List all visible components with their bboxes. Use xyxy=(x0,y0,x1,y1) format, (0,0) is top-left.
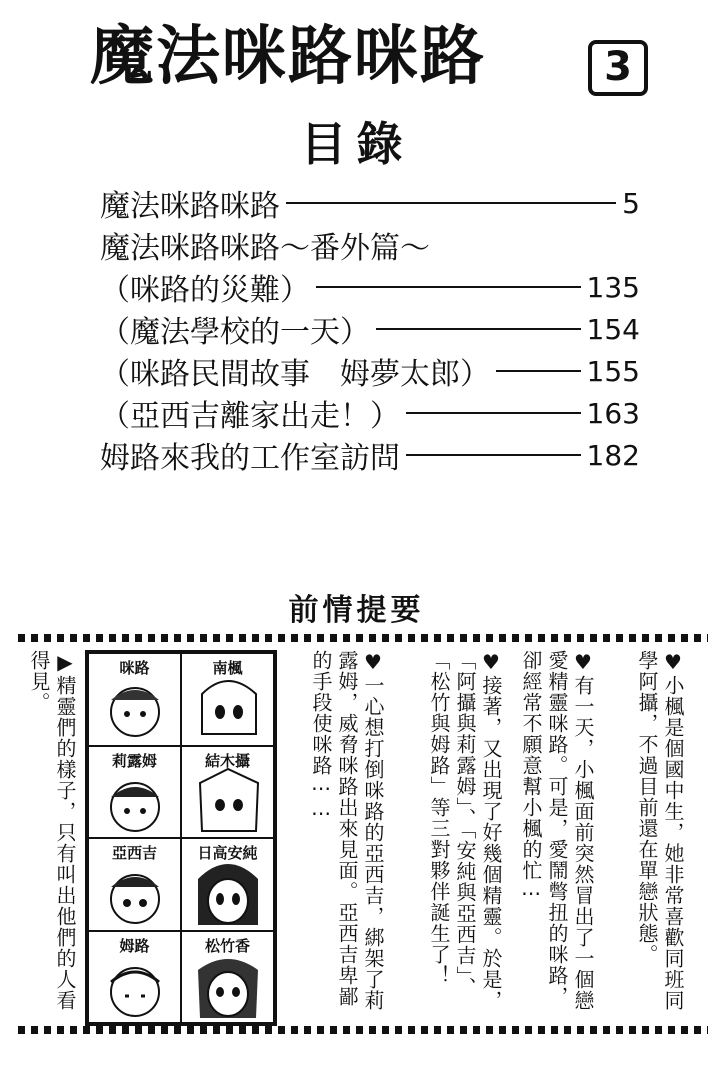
character-cell xyxy=(181,931,274,1024)
toc-entry-page: 135 xyxy=(586,270,640,304)
toc-entry-page: 163 xyxy=(586,396,640,430)
toc-entry-title: 魔法咪路咪路 xyxy=(100,189,280,224)
table-of-contents xyxy=(100,182,640,476)
toc-entry-page: 182 xyxy=(586,438,640,472)
toc-entry xyxy=(100,182,640,224)
character-cell xyxy=(181,838,274,931)
top-dotted-border xyxy=(18,634,708,642)
character-cell xyxy=(88,838,181,931)
toc-entry-title: （咪路民間故事 姆夢太郎） xyxy=(100,357,490,392)
toc-entry xyxy=(100,308,640,350)
toc-leader-line xyxy=(316,286,581,288)
character-name: 亞西吉 xyxy=(111,844,157,862)
toc-leader-line xyxy=(376,328,581,330)
toc-entry xyxy=(100,392,640,434)
toc-leader-line xyxy=(406,412,581,414)
character-name: 姆路 xyxy=(119,936,150,955)
toc-entry-title: 姆路來我的工作室訪問 xyxy=(100,441,400,476)
character-grid xyxy=(85,650,277,1026)
contents-heading: 目錄 xyxy=(300,117,413,171)
character-name: 結木攝 xyxy=(204,751,250,770)
character-cell xyxy=(88,653,181,746)
character-name: 南楓 xyxy=(212,659,243,677)
character-caption: ▶精靈們的樣子，只有叫出他們的人看得見。 xyxy=(27,650,77,1011)
toc-entry-title: 魔法咪路咪路～番外篇～ xyxy=(100,231,430,266)
toc-entry xyxy=(100,434,640,476)
toc-entry xyxy=(100,224,640,266)
toc-leader-line xyxy=(496,370,581,372)
toc-entry-title: （魔法學校的一天） xyxy=(100,315,370,350)
summary-heading: 前情提要 xyxy=(288,593,425,628)
character-name: 莉露姆 xyxy=(111,751,157,770)
summary-paragraph: ♥小楓是個國中生，她非常喜歡同班同學阿攝，不過目前還在單戀狀態。 xyxy=(635,650,685,1011)
toc-entry xyxy=(100,266,640,308)
toc-entry xyxy=(100,350,640,392)
toc-entry-page: 154 xyxy=(586,312,640,346)
toc-leader-line xyxy=(406,454,581,456)
toc-entry-title: （咪路的災難） xyxy=(100,273,310,308)
summary-paragraph: ♥一心想打倒咪路的亞西吉，綁架了莉露姆，威脅咪路出來見面。亞西吉卑鄙的手段使咪路⋯⋯ xyxy=(309,650,385,1011)
character-cell xyxy=(88,746,181,839)
character-name: 松竹香 xyxy=(204,936,250,955)
toc-entry-page: 5 xyxy=(622,186,640,220)
character-cell xyxy=(181,653,274,746)
character-name: 日高安純 xyxy=(197,844,258,862)
toc-entry-page: 155 xyxy=(586,354,640,388)
summary-paragraph: ♥有一天，小楓面前突然冒出了一個戀愛精靈咪路。可是，愛鬧彆扭的咪路，卻經常不願意幫小楓的忙⋯ xyxy=(519,650,595,1011)
series-title: 魔法咪路咪路 xyxy=(90,20,486,94)
toc-leader-line xyxy=(286,202,616,204)
character-name: 咪路 xyxy=(119,659,150,677)
volume-number: 3 xyxy=(588,40,648,96)
toc-entry-title: （亞西吉離家出走！） xyxy=(100,399,400,434)
character-cell xyxy=(181,746,274,839)
summary-panel xyxy=(20,650,708,1030)
character-cell xyxy=(88,931,181,1024)
summary-paragraph: ♥接著，又出現了好幾個精靈。於是，「阿攝與莉露姆」、「安純與亞西吉」、「松竹與姆路」等三對夥伴誕生了！ xyxy=(427,650,503,1011)
